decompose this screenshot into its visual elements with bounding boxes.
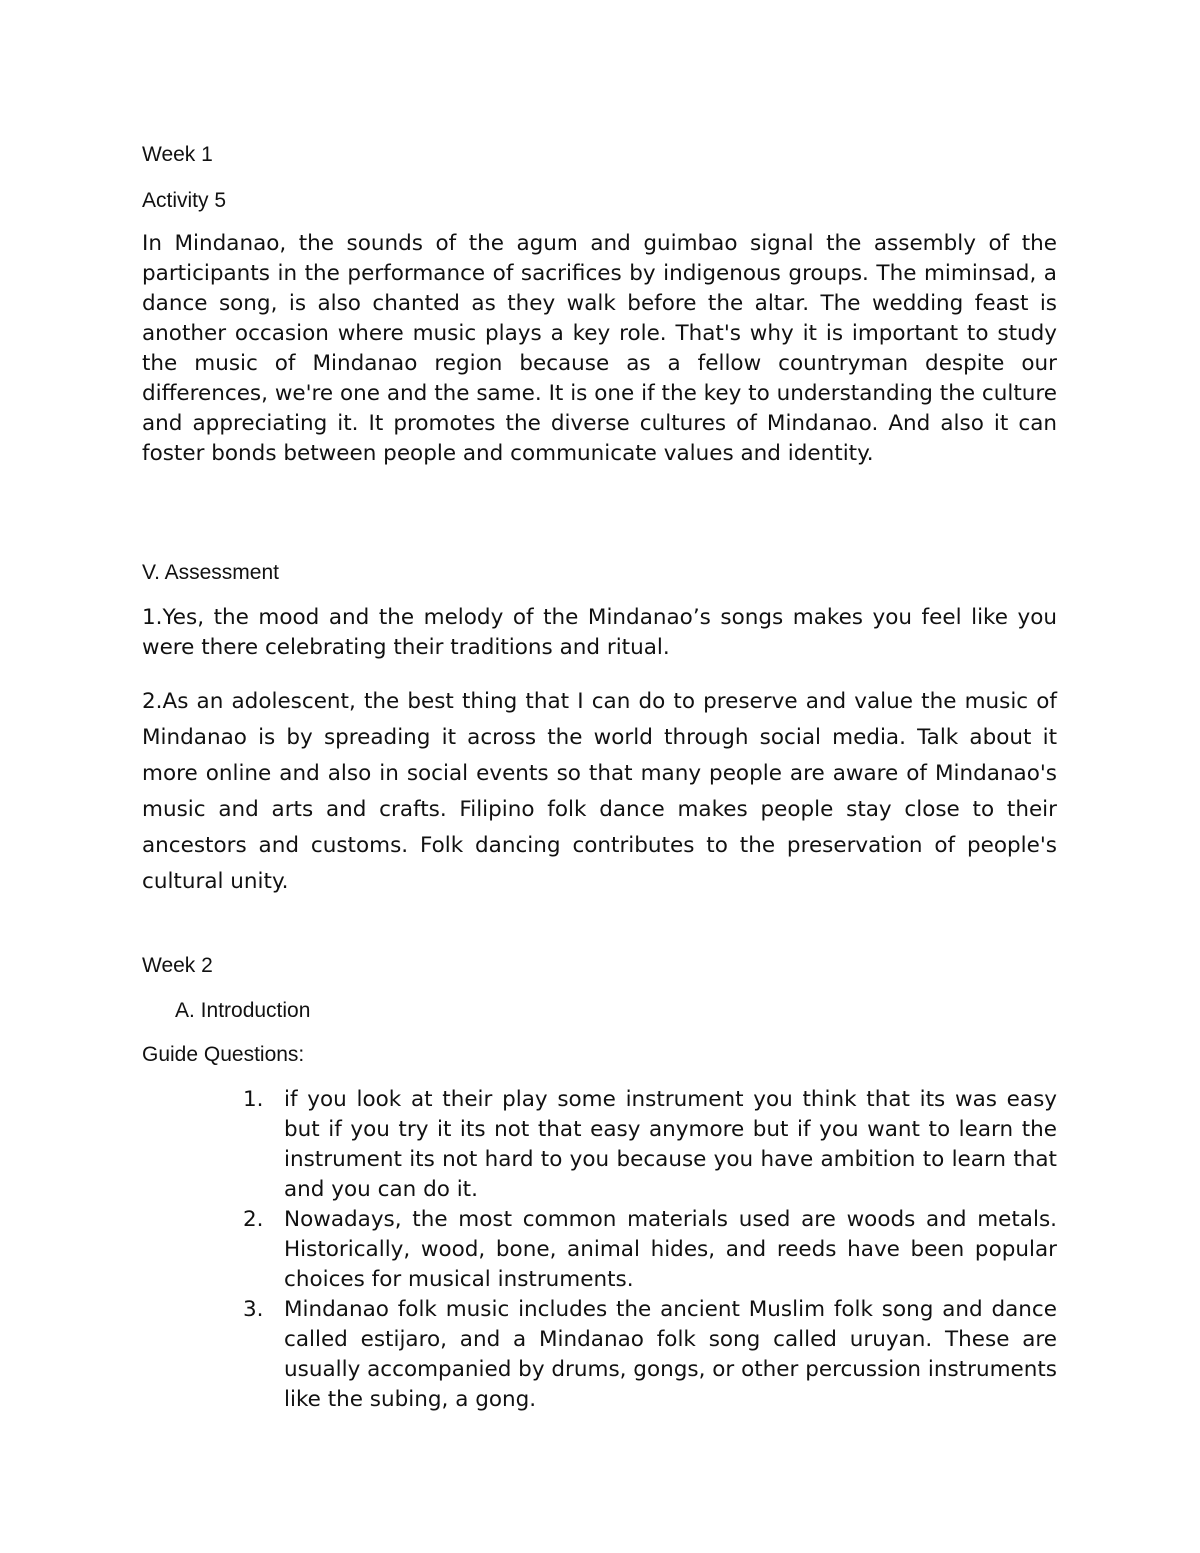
activity-heading: Activity 5 [142, 189, 227, 212]
list-item-text: if you look at their play some instrument you think that its was easy but if you try it its not that easy anymore but if you want to learn the instrument its not hard to you because you have ambition to learn that and you can do it. [284, 1087, 1057, 1202]
assessment-item-text: Yes, the mood and the melody of the Mindanao’s songs makes you feel like you were there celebrating their traditions and ritual. [142, 605, 1057, 660]
list-item-number: 2. [243, 1207, 264, 1232]
guide-questions-list [243, 1085, 1057, 1415]
list-item-number: 3. [243, 1297, 264, 1322]
activity-paragraph: In Mindanao, the sounds of the agum and guimbao signal the assembly of the participants in the performance of sacrifices by indigenous groups. The miminsad, a dance song, is also chanted as they walk before the altar. The wedding feast is another occasion where music plays a key role. That's why it is important to study the music of Mindanao region because as a fellow countryman despite our differences, we're one and the same. It is one if the key to understanding the culture and appreciating it. It promotes the diverse cultures of Mindanao. And also it can foster bonds between people and communicate values and identity. [142, 231, 1057, 466]
assessment-item-2 [142, 684, 1057, 900]
list-item [243, 1205, 1057, 1295]
list-item [243, 1085, 1057, 1205]
assessment-item-number: 1. [142, 605, 163, 630]
introduction-heading: A. Introduction [175, 999, 311, 1022]
week1-heading: Week 1 [142, 143, 213, 166]
guide-questions-heading: Guide Questions: [142, 1043, 305, 1066]
assessment-item-text: As an adolescent, the best thing that I can do to preserve and value the music of Mindanao is by spreading it across the world through social media. Talk about it more online and also in social events so that many people are aware of Mindanao's music and arts and crafts. Filipino folk dance makes people stay close to their ancestors and customs. Folk dancing contributes to the preservation of people's cultural unity. [142, 689, 1057, 894]
list-item-text: Mindanao folk music includes the ancient Muslim folk song and dance called estijaro, and a Mindanao folk song called uruyan. These are usually accompanied by drums, gongs, or other percussion instruments like the subing, a gong. [284, 1297, 1058, 1412]
assessment-heading: V. Assessment [142, 561, 279, 584]
week2-heading: Week 2 [142, 954, 213, 977]
assessment-item-number: 2. [142, 689, 163, 714]
list-item-text: Nowadays, the most common materials used are woods and metals. Historically, wood, bone, animal hides, and reeds have been popular choices for musical instruments. [284, 1207, 1057, 1292]
list-item [243, 1295, 1057, 1415]
assessment-item-1 [142, 603, 1057, 663]
list-item-number: 1. [243, 1087, 264, 1112]
